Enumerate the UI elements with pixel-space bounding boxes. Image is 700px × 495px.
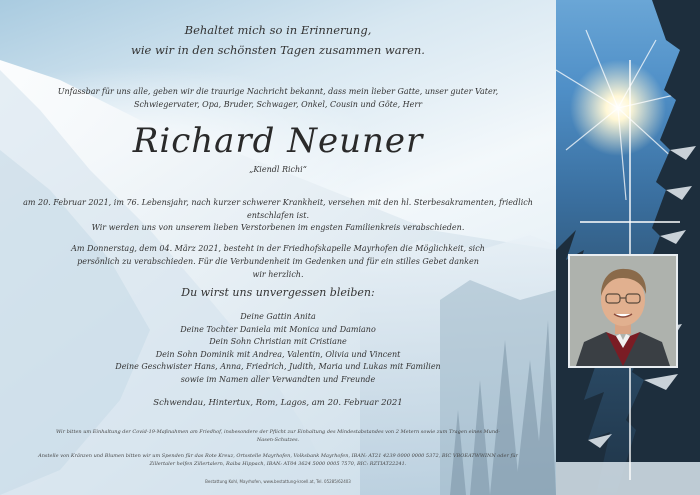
opening-motto	[0, 20, 556, 60]
mourners-list	[40, 311, 516, 387]
portrait-photo	[568, 254, 678, 368]
closing-motto: Du wirst uns unvergessen bleiben:	[181, 286, 375, 299]
list-item: Dein Sohn Christian mit Cristiane	[209, 337, 347, 347]
list-item: sowie im Namen aller Verwandten und Freunde	[180, 374, 376, 384]
chapel-note: Am Donnerstag, dem 04. März 2021, besteht in der Friedhofskapelle Mayrhofen die Möglichkeit, sich persönlich zu verabschieden. Für die Verbundenheit im Gedenken und für ein stilles Gebet danken wir herzlich.	[71, 244, 485, 279]
list-item: Deine Geschwister Hans, Anna, Friedrich, Judith, Maria und Lukas mit Familien	[115, 362, 441, 372]
list-item: Dein Sohn Dominik mit Andrea, Valentin, Olivia und Vincent	[155, 349, 401, 359]
list-item: Deine Tochter Daniela mit Monica und Damiano	[180, 324, 376, 334]
deceased-name: Richard Neuner	[132, 121, 424, 161]
motto-line: Behaltet mich so in Erinnerung,	[184, 23, 372, 37]
farewell-note: Wir werden uns von unserem lieben Verstorbenen im engsten Familienkreis verabschieden.	[91, 223, 465, 232]
list-item: Deine Gattin Anita	[240, 312, 316, 321]
donation-note: Anstelle von Kränzen und Blumen bitten wir um Spenden für das Rote Kreuz, Ortsstelle Mayrhofen, Volksbank Mayrhofen, IBAN: AT21 4239 0000 0000 5372, BIC VBOEATWWINN oder für Zillertaler helfen Zillertalern, Raiba Hippach, IBAN: AT04 3624 5000 0005 7570, BIC: RZTIAT22241.	[38, 453, 518, 467]
motto-line: wie wir in den schönsten Tagen zusammen waren.	[131, 43, 425, 57]
forest-side-panel	[556, 0, 700, 495]
sunburst-forest-illustration	[556, 0, 700, 495]
place-date: Schwendau, Hintertux, Rom, Lagos, am 20. Februar 2021	[153, 398, 403, 408]
deceased-nickname: „Kiendl Richi“	[249, 165, 307, 174]
portrait-illustration	[570, 256, 676, 366]
death-notice: am 20. Februar 2021, im 76. Lebensjahr, nach kurzer schwerer Krankheit, versehen mit den hl. Sterbesakramenten, friedlich entschlafen ist.	[23, 198, 533, 220]
undertaker-footer: Bestattung Kohl, Mayrhofen, www.bestattung-kroell.at, Tel. 05285/62403	[205, 479, 351, 484]
intro-text: Unfassbar für uns alle, geben wir die traurige Nachricht bekannt, dass mein lieber Gatte, unser guter Vater, Schwiegervater, Opa, Bruder, Schwager, Onkel, Cousin und Göte, Herr	[57, 87, 499, 109]
covid-note: Wir bitten um Einhaltung der Covid-19-Maßnahmen am Friedhof, insbesondere der Pflicht zur Einhaltung des Mindestabstandes von 2 Metern sowie zum Tragen eines Mund-Nasen-Schutzes.	[56, 429, 500, 443]
